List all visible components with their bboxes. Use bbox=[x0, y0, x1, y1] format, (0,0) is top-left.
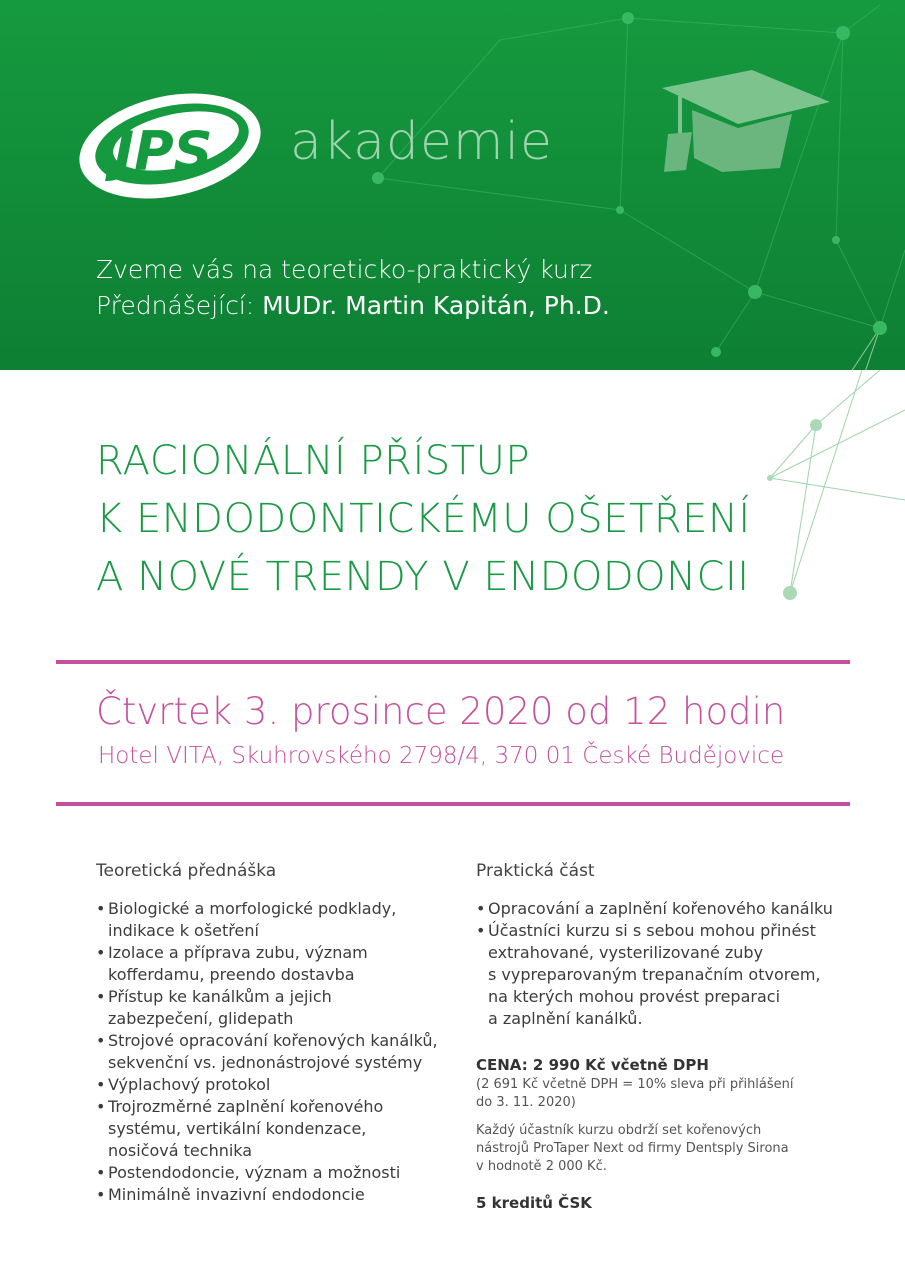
title-line-2: K ENDODONTICKÉMU OŠETŘENÍ bbox=[96, 496, 751, 542]
theory-column bbox=[96, 860, 446, 1206]
invitation-block bbox=[96, 252, 610, 324]
divider-bottom bbox=[56, 802, 850, 806]
list-item: • Strojové opracování kořenových kanálků, sekvenční vs. jednonástrojové systémy bbox=[96, 1030, 446, 1074]
list-item: • Účastníci kurzu si s sebou mohou přinést extrahované, vysterilizované zuby s vypreparovaným trepanačním otvorem, na kterých mohou provést preparaci a zaplnění kanálků. bbox=[476, 920, 846, 1030]
invite-line: Zveme vás na teoreticko-praktický kurz bbox=[96, 255, 593, 284]
event-date: Čtvrtek 3. prosince 2020 od 12 hodin bbox=[96, 690, 786, 733]
list-item: • Postendodoncie, význam a možnosti bbox=[96, 1162, 446, 1184]
list-item: • Opracování a zaplnění kořenového kanálku bbox=[476, 898, 846, 920]
list-item: • Výplachový protokol bbox=[96, 1074, 446, 1096]
practice-column bbox=[476, 860, 846, 1229]
list-item: • Trojrozměrné zaplnění kořenového systému, vertikální kondenzace, nosičová technika bbox=[96, 1096, 446, 1162]
credits: 5 kreditů ČSK bbox=[476, 1194, 592, 1212]
list-item: • Biologické a morfologické podklady, indikace k ošetření bbox=[96, 898, 446, 942]
title-line-3: A NOVÉ TRENDY V ENDODONCII bbox=[96, 554, 750, 600]
list-item: • Přístup ke kanálkům a jejich zabezpečení, glidepath bbox=[96, 986, 446, 1030]
gift-note: Každý účastník kurzu obdrží set kořenových nástrojů ProTaper Next od firmy Dentsply Sirona v hodnotě 2 000 Kč. bbox=[476, 1123, 789, 1174]
title-line-1: RACIONÁLNÍ PŘÍSTUP bbox=[96, 438, 530, 484]
price-block bbox=[476, 1054, 846, 1214]
list-item: • Minimálně invazivní endodoncie bbox=[96, 1184, 446, 1206]
graduation-cap-icon bbox=[652, 70, 837, 180]
theory-list bbox=[96, 898, 446, 1206]
lecturer-line bbox=[96, 288, 610, 324]
list-item: • Izolace a příprava zubu, význam kofferdamu, preendo dostavba bbox=[96, 942, 446, 986]
event-venue: Hotel VITA, Skuhrovského 2798/4, 370 01 České Budějovice bbox=[98, 743, 785, 769]
practice-heading: Praktická část bbox=[476, 861, 595, 881]
course-title bbox=[96, 432, 856, 606]
divider-top bbox=[56, 660, 850, 664]
discount-note: (2 691 Kč včetně DPH = 10% sleva při přihlášení do 3. 11. 2020) bbox=[476, 1077, 794, 1110]
logo-text: JPS bbox=[114, 120, 213, 183]
lecturer-name: MUDr. Martin Kapitán, Ph.D. bbox=[262, 291, 610, 320]
practice-list bbox=[476, 898, 846, 1030]
header-banner bbox=[0, 0, 905, 370]
theory-heading: Teoretická přednáška bbox=[96, 861, 277, 881]
jps-logo-mark bbox=[72, 88, 272, 208]
jps-logo bbox=[72, 88, 272, 208]
price: CENA: 2 990 Kč včetně DPH bbox=[476, 1056, 709, 1074]
brand-akademie: akademie bbox=[290, 112, 554, 172]
lecturer-label: Přednášející: bbox=[96, 291, 255, 320]
